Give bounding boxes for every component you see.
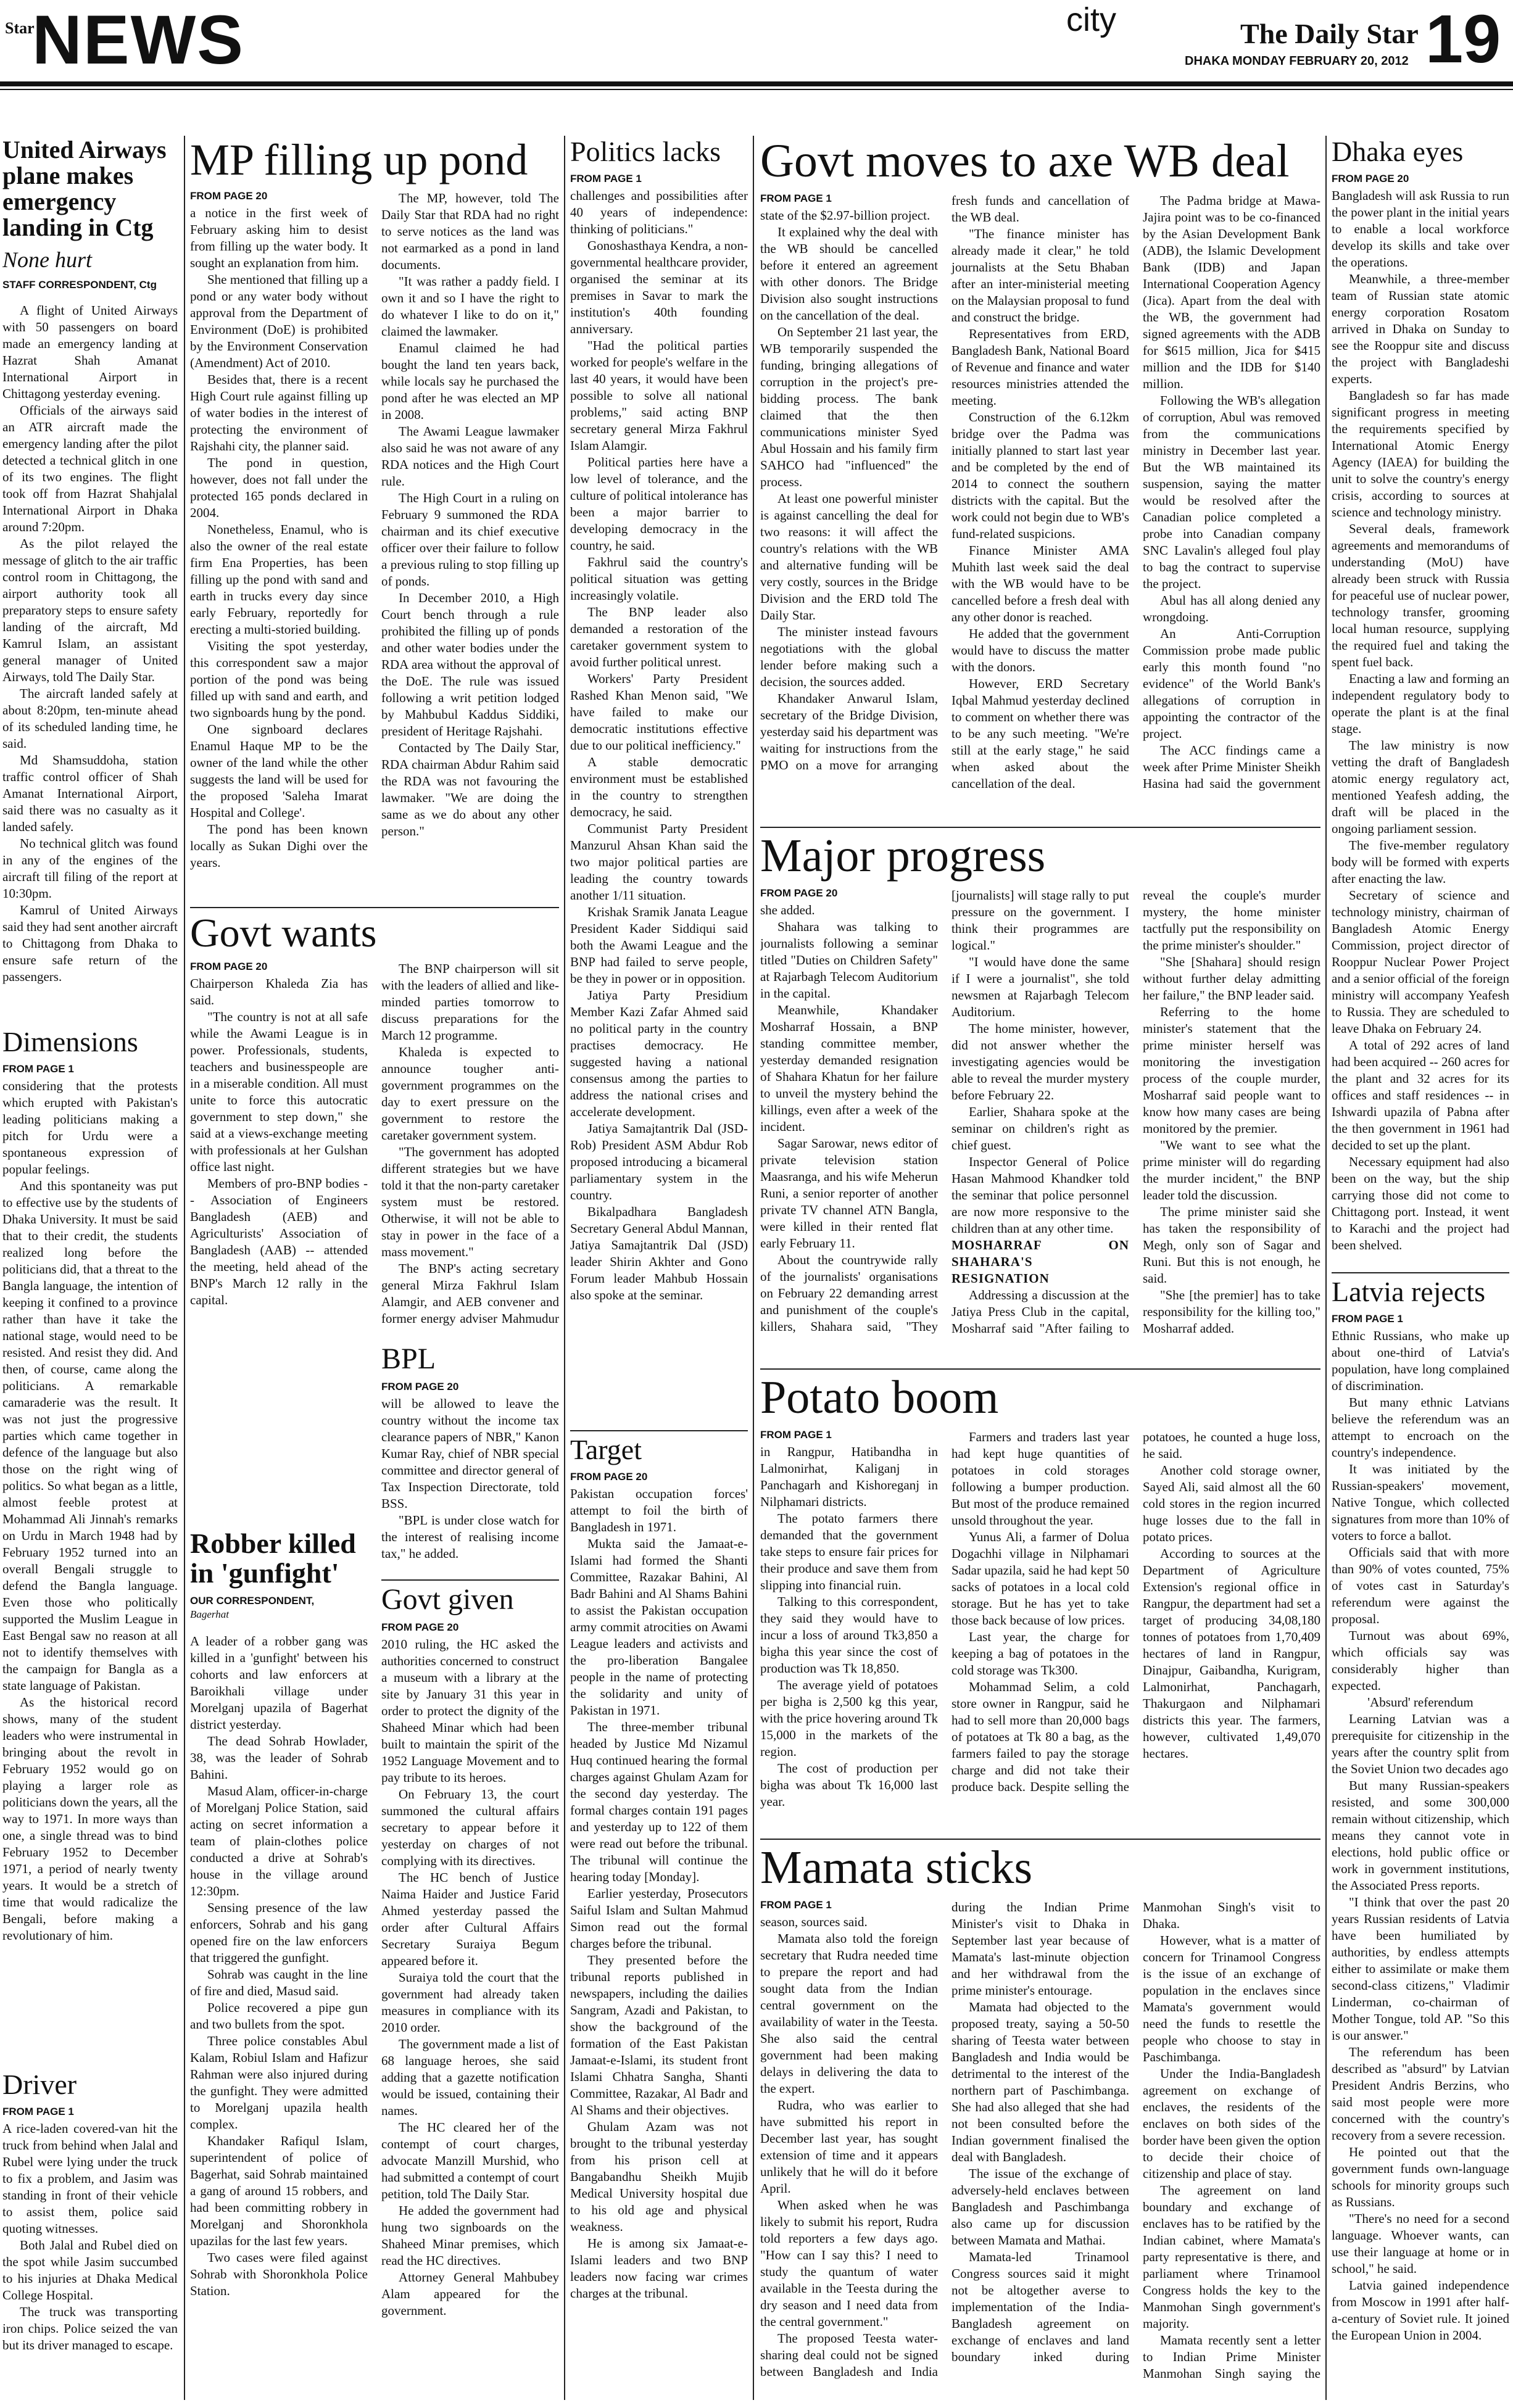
paragraph: The Awami League lawmaker also said he was not aware of any RDA notices and the High Court rule.: [381, 423, 559, 489]
paragraph: Chairperson Khaleda Zia has said.: [190, 976, 368, 1008]
paragraph: An Anti-Corruption Commission probe made public early this month found "no evidence" of the World Bank's allegations of corruption in appointing the contractor of the project.: [1143, 626, 1320, 741]
jump-line: FROM PAGE 20: [570, 1471, 648, 1483]
paragraph: The prime minister said she has taken the responsibility of Megh, only son of Sagar and Runi. But this is not enough, he said.: [1143, 1204, 1320, 1286]
paragraph: In December 2010, a High Court bench through a rule prohibited the filling up of ponds and other water bodies under the RDA area without the approval of the DoE. The rule was issued following a writ petition lodged by Mahbubul Kaddus Siddiki, president of Heritage Rajshahi.: [381, 590, 559, 739]
paragraph: "She [Shahara] should resign without further delay admitting her failure," the BNP leader said.: [1143, 954, 1320, 1003]
paragraph: No technical glitch was found in any of the engines of the aircraft till filing of the report at 10:30pm.: [2, 836, 178, 901]
paragraph: The truck was transporting iron chips. Police seized the van but its driver managed to escape.: [2, 2304, 178, 2353]
paragraph: The pond has been known locally as Sukan Dighi over the years.: [190, 821, 368, 870]
paragraph: A total of 292 acres of land had been acquired -- 260 acres for the plant and 32 acres for its offices and staff residences -- in Ishwardi upazila of Pabna after the then government in 1961 had decided to set up the plant.: [1332, 1038, 1509, 1153]
story-divider: [381, 1579, 559, 1581]
story-driver: [2, 2070, 178, 2403]
paragraph: Mamata had objected to the proposed treaty, saying a 50-50 sharing of Teesta water between Bangladesh and India would be detrimental to the interest of the northern part of Paschimbanga. She had also alleged that she had not been consulted before the Indian government finalised the deal with Bangladesh.: [951, 1999, 1129, 2164]
story-headline: Govt moves to axe WB deal: [760, 137, 1290, 187]
paragraph: Krishak Sramik Janata League President Kader Siddiqui said both the Awami League and the BNP had failed to serve people, be they in power or in opposition.: [570, 904, 748, 987]
jump-line: FROM PAGE 1: [760, 192, 832, 204]
paragraph: At least one powerful minister is against cancelling the deal for two reasons: it will affect the country's relations with the WB and alternative funding will be very costly, sources in the Bridge Division and the ERD told The Daily Star.: [760, 490, 938, 623]
paragraph: 2010 ruling, the HC asked the authorities concerned to construct a museum with a library at the site by January 31 this year in order to protect the dignity of the Shaheed Minar which had been built to maintain the spirit of the 1952 Language Movement and to pay tribute to its heroes.: [381, 1637, 559, 1785]
paragraph: Secretary of science and technology ministry, chairman of Bangladesh Atomic Energy Commission, project director of Rooppur Nuclear Power Project and a senior official of the foreign ministry will accompany Yeafesh to Russia. They are scheduled to leave Dhaka on February 24.: [1332, 888, 1509, 1036]
paragraph: On February 13, the court summoned the cultural affairs secretary to appear before it yesterday on charges of not complying with its directives.: [381, 1787, 559, 1869]
paragraph: The HC bench of Justice Naima Haider and Justice Farid Ahmed yesterday passed the order after Cultural Affairs Secretary Suraiya Begum appeared before it.: [381, 1870, 559, 1969]
paragraph: "BPL is under close watch for the interest of realising income tax," he added.: [381, 1513, 559, 1562]
paragraph: "The finance minister has already made it clear," he told journalists at the Setu Bhaban after an inter-ministerial meeting on the Malaysian proposal to fund and construct the bridge.: [951, 226, 1129, 325]
paragraph: "I would have done the same if I were a journalist", she told newsmen at Rajarbagh Telecom Auditorium.: [951, 954, 1129, 1019]
paragraph: On September 21 last year, the WB temporarily suspended the funding, bringing allegations of corruption in the project's pre-bidding process. The bank claimed that the then communications minister Syed Abul Hossain and his family firm SAHCO had "influenced" the process.: [760, 324, 938, 489]
story-headline: Target: [570, 1435, 642, 1465]
paragraph: It explained why the deal with the WB should be cancelled before it entered an agreement with other donors. The Bridge Division also sought instructions on the cancellation of the deal.: [760, 224, 938, 323]
jump-line: FROM PAGE 1: [2, 1063, 74, 1075]
paragraph: "Had the political parties worked for people's welfare in the last 40 years, it would have been possible to solve all national problems," said acting BNP secretary general Mirza Fakhrul Islam Alamgir.: [570, 338, 748, 453]
paragraph: But many Russian-speakers resisted, and some 300,000 remain without citizenship, which means they cannot vote in elections, hold public office or work in government institutions, the Associated Press reports.: [1332, 1778, 1509, 1893]
paragraph: Bikalpadhara Bangladesh Secretary General Abdul Mannan, Jatiya Samajtantrik Dal (JSD) leader Shirin Akhter and Gono Forum leader Mahbub Hossain also spoke at the seminar.: [570, 1204, 748, 1303]
paragraph: Visiting the spot yesterday, this correspondent saw a major portion of the pond was being filled up with sand and earth, and two signboards hung by the pond.: [190, 638, 368, 720]
paragraph: she added.: [760, 902, 815, 917]
story-headline: United Airways plane makes emergency landing in Ctg: [2, 137, 167, 241]
paragraph: According to sources at the Department of Agriculture Extension's regional office in Rangpur, the department had set a target of producing 34,08,180 tonnes of potatoes from 1,70,409 hectares of land in Rangpur, Dinajpur, Gaibandha, Kurigram, Lalmonirhat, Panchagarh, Thakurgaon and Nilphamari districts this year. The farmers, however, cultivated 1,49,070 hectares.: [1143, 1545, 1320, 1761]
paragraph: When asked when he was likely to submit his report, Rudra told reporters a few days ago. "How can I say this? I need to study the quantum of water available in the Teesta during the dry season and I need data from the central government.": [760, 2197, 938, 2329]
jump-line: FROM PAGE 20: [760, 887, 838, 899]
paragraph: Sohrab was caught in the line of fire and died, Masud said.: [190, 1966, 368, 1998]
newspaper-name: The Daily Star: [1240, 18, 1419, 49]
story-mamata-sticks: [760, 1843, 1320, 2402]
masthead: [0, 0, 1513, 79]
paragraph: Mukta said the Jamaat-e-Islami had formed the Shanti Committee, Razakar Bahini, Al Badr Bahini and Al Shams Bahini to assist the Pakistan occupation army commit atrocities on Awami League leaders and activists and the pro-liberation Bangalee people in the name of protecting the solidarity and unity of Pakistan in 1971.: [570, 1536, 748, 1718]
jump-line: FROM PAGE 20: [190, 189, 268, 202]
story-headline: Mamata sticks: [760, 1843, 1033, 1893]
paragraph: "We want to see what the prime minister will do regarding the murder incident," the BNP leader told the discussion.: [1143, 1137, 1320, 1202]
paragraph: He pointed out that the government funds own-language schools for minority groups such as Russians.: [1332, 2145, 1509, 2210]
paragraph: Two cases were filed against Sohrab with Shoronkhola Police Station.: [190, 2249, 368, 2298]
paragraph: The cost of production per bigha was about Tk 16,000 last year.: [760, 1760, 938, 1809]
paragraph: The proposed Teesta water-sharing deal could not be signed between Bangladesh and India during the Indian Prime Minister's visit to Dhaka in September last year because of Mamata's last-minute objection and her withdrawal from the prime minister's entourage.: [760, 1899, 1129, 2379]
paragraph: challenges and possibilities after 40 years of independence: thinking of politicians.": [570, 188, 748, 237]
paragraph: Latvia gained independence from Moscow in 1991 after half-a-century of Soviet rule. It joined the European Union in 2004.: [1332, 2278, 1509, 2343]
story-headline: Latvia rejects: [1332, 1277, 1486, 1307]
masthead-rule: [0, 81, 1513, 86]
paragraph: Addressing a discussion at the Jatiya Press Club in the capital, Mosharraf said "After failing to reveal the couple's murder mystery, the home minister tactfully put the responsibility on the prime minister's shoulder.": [951, 887, 1320, 1336]
paragraph: Inspector General of Police Hasan Mahmood Khandker told the seminar that police personnel are now more responsive to the children than at any other time.: [951, 1154, 1129, 1236]
paragraph: However, what is a matter of concern for Trinamool Congress is the issue of an exchange of population in the enclaves since Mamata's government would need the funds to resettle the people who choose to stay in Paschimbanga.: [1143, 1932, 1320, 2064]
paragraph: Suraiya told the court that the government had already taken measures in compliance with its 2010 order.: [381, 1970, 559, 2035]
paragraph: As the pilot relayed the message of glitch to the air traffic control room in Chittagong, the airport authority took all preparatory steps to ensure safety landing of the aircraft, Md Kamrul Islam, an assistant general manager of United Airways, told The Daily Star.: [2, 536, 178, 684]
story-headline: BPL: [381, 1344, 436, 1375]
paragraph: Another cold storage owner, Sayed Ali, said almost all the 60 cold stores in the region incurred huge losses due to the fall in potato prices.: [1143, 1462, 1320, 1544]
story-govt-wants: [190, 912, 559, 1356]
paragraph: Khaleda is expected to announce tougher anti-government programmes on the day to exert pressure on the government to restore the caretaker government system.: [381, 1045, 559, 1143]
paragraph: Turnout was about 69%, which officials say was considerably higher than expected.: [1332, 1628, 1509, 1694]
paragraph: Necessary equipment had also been on the way, but the ship carrying those did not come to Chittagong port. Instead, it went to Karachi and the project had been shelved.: [1332, 1154, 1509, 1253]
paragraph: considering that the protests which erupted with Pakistan's leading politicians making a pitch for Urdu were a spontaneous expression of popular feelings.: [2, 1078, 178, 1177]
paragraph: Earlier, Shahara spoke at the seminar on children's right as chief guest.: [951, 1104, 1129, 1152]
column-rule: [564, 136, 565, 2400]
jump-line: FROM PAGE 20: [381, 1381, 459, 1393]
story-divider: [190, 907, 559, 908]
column-rule: [1325, 136, 1327, 2400]
paragraph: Mamata also told the foreign secretary that Rudra needed time to prepare the report and had sought data from the Indian central government on the availability of water in the Teesta. She also said the central government had been making delays in delivering the data to the expert.: [760, 1930, 938, 2096]
story-divider: [760, 1368, 1320, 1370]
story-major-progress: [760, 832, 1320, 1362]
paragraph: Jatiya Samajtantrik Dal (JSD-Rob) President ASM Abdur Rob proposed introducing a bicameral parliamentary system in the country.: [570, 1121, 748, 1203]
paragraph: However, ERD Secretary Iqbal Mahmud yesterday declined to comment on whether there was to be any such meeting. "We're still at the early stage," he said when asked about the cancellation of the deal.: [951, 676, 1129, 791]
paragraph: One signboard declares Enamul Haque MP to be the owner of the land while the other suggests the land will be used for the proposed 'Saleha Imarat Hospital and College'.: [190, 721, 368, 820]
paragraph: Following the WB's allegation of corruption, Abul was removed from the communications ministry in December last year. But the WB maintained its suspension, saying the matter would be resolved after the Canadian police completed a probe into Canadian company SNC Lavalin's alleged foul play to bag the contract to supervise the project.: [1143, 392, 1320, 591]
paragraph: They presented before the tribunal reports published in newspapers, including the dailies Sangram, Azadi and Pakistan, to show the background of the formation of the East Pakistan Jamaat-e-Islami, its student front Islami Chhatra Sangha, Shanti Committee, Razakar, Al Badr and Al Shams and their objectives.: [570, 1953, 748, 2118]
paragraph: The High Court in a ruling on February 9 summoned the RDA chairman and its chief executive officer over their failure to follow a previous ruling to stop filling up of ponds.: [381, 490, 559, 589]
paragraph: The dead Sohrab Howlader, 38, was the leader of Sohrab Bahini.: [190, 1733, 368, 1782]
jump-line: FROM PAGE 20: [190, 961, 268, 973]
paragraph: The HC cleared her of the contempt of court charges, advocate Manzill Murshid, who had submitted a contempt of court petition, told The Daily Star.: [381, 2120, 559, 2202]
paragraph: Besides that, there is a recent High Court rule against filling up of water bodies in the interest of protecting the environment of Rajshahi city, the planner said.: [190, 371, 368, 453]
paragraph: in Rangpur, Hatibandha in Lalmonirhat, Kaliganj in Panchagarh and Kishoreganj in Nilphamari districts.: [760, 1444, 938, 1509]
paragraph: season, sources said.: [760, 1914, 868, 1929]
story-govt-given: [381, 1584, 559, 2402]
paragraph: The pond in question, however, does not fall under the protected 165 ponds declared in 2004.: [190, 455, 368, 520]
paragraph: It was initiated by the Russian-speakers' movement, Native Tongue, which collected signatures from more than 10% of voters to force a ballot.: [1332, 1462, 1509, 1544]
paragraph: Police recovered a pipe gun and two bullets from the spot.: [190, 2000, 368, 2032]
paragraph: The MP, however, told The Daily Star that RDA had no right to serve notices as the land was not earmarked as a pond in land documents.: [381, 190, 559, 272]
paragraph: Bangladesh so far has made significant progress in meeting the requirements specified by International Atomic Energy Agency (IAEA) for building the unit to solve the country's energy crisis, according to sources at science and technology ministry.: [1332, 388, 1509, 520]
paragraph: Farmers and traders last year had kept huge quantities of potatoes in cold storages following a bumper production. But most of the produce remained unsold throughout the year.: [951, 1429, 1129, 1528]
paragraph: Ethnic Russians, who make up about one-third of Latvia's population, have long complained of discrimination.: [1332, 1328, 1509, 1394]
paragraph: The referendum has been described as "absurd" by Latvian President Andris Berzins, who said most people were more concerned with the country's recovery from a severe recession.: [1332, 2045, 1509, 2143]
story-bpl: [381, 1344, 559, 1578]
paragraph: Learning Latvian was a prerequisite for citizenship in the years after the country split from the Soviet Union two decades ago: [1332, 1711, 1509, 1777]
paragraph: Yunus Ali, a farmer of Dolua Dogachhi village in Nilphamari Sadar upazila, said he had kept 50 sacks of potatoes in a local cold storage. But he has yet to take those back because of low prices.: [951, 1529, 1129, 1628]
paragraph: Khandaker Rafiqul Islam, superintendent of police of Bagerhat, said Sohrab maintained a gang of around 15 robbers, and had been committing robbery in Morelganj and Shoronkhola upazilas for the last few years.: [190, 2133, 368, 2248]
paragraph: Finance Minister AMA Muhith last week said the deal with the WB would have to be cancelled before a fresh deal with any other donor is reached.: [951, 542, 1129, 624]
story-divider: [1332, 1272, 1509, 1273]
paragraph: Pakistan occupation forces' attempt to foil the birth of Bangladesh in 1971.: [570, 1486, 748, 1535]
paragraph: He is among six Jamaat-e-Islami leaders and two BNP leaders now facing war crimes charges at the tribunal.: [570, 2236, 748, 2301]
story-headline: Govt wants: [190, 912, 377, 956]
paragraph: Political parties here have a low level of tolerance, and the culture of political intolerance has been a major barrier to developing democracy in the country, he said.: [570, 455, 748, 553]
paragraph: Fakhrul said the country's political situation was getting increasingly volatile.: [570, 555, 748, 603]
paragraph: The minister instead favours negotiations with the global lender before making such a decision, the sources added.: [760, 624, 938, 689]
story-headline: Major progress: [760, 832, 1046, 882]
masthead-rule-thin: [0, 89, 1513, 90]
jump-line: FROM PAGE 1: [1332, 1313, 1403, 1325]
paragraph: Last year, the charge for keeping a bag of potatoes in the cold storage was Tk300.: [951, 1629, 1129, 1678]
paragraph: Enamul claimed he had bought the land ten years back, while locals say he purchased the pond after he was elected an MP in 2008.: [381, 340, 559, 422]
story-potato-boom: [760, 1373, 1320, 1833]
paragraph: As the historical record shows, many of the student leaders who were instrumental in bringing about the revolt in February 1952 would go on playing a larger role as politicians down the years, all the way to 1971. In more ways than one, a single thread was to bind February 1952 to December 1971, a period of nearly twenty years. It would be a stretch of time that would radicalize the Bengali, before making a revolutionary of him.: [2, 1695, 178, 1943]
paragraph: He added the government had hung two signboards on the Shaheed Minar premises, which read the HC directives.: [381, 2203, 559, 2269]
paragraph: Shahara was talking to journalists following a seminar titled "Duties on Children Safety" at Rajarbagh Telecom Auditorium in the capital.: [760, 919, 938, 1001]
paragraph: Mamata-led Trinamool Congress sources said it might not be altogether averse to implementation of the India-Bangladesh agreement on exchange of enclaves and land boundary inked during Manmohan Singh's visit to Dhaka.: [951, 1899, 1320, 2364]
paragraph: Communist Party President Manzurul Ahsan Khan said the two major political parties are leading the country towards another 1/11 situation.: [570, 821, 748, 903]
paragraph: The law ministry is now vetting the draft of Bangladesh atomic energy regulatory act, mentioned Yeafesh adding, the draft will be placed in the ongoing parliament session.: [1332, 738, 1509, 837]
paragraph: Meanwhile, Khandaker Mosharraf Hossain, a BNP standing committee member, yesterday demanded resignation of Shahara Khatun for her failure to unveil the mystery behind the killings, even after a week of the incident.: [760, 1002, 938, 1134]
story-headline: MP filling up pond: [190, 137, 528, 184]
paragraph: A flight of United Airways with 50 passengers on board made an emergency landing at Hazrat Shah Amanat International Airport in Chittagong yesterday evening.: [2, 303, 178, 401]
paragraph: The average yield of potatoes per bigha is 2,500 kg this year, with the price hovering around Tk 15,000 in the markets of the region.: [760, 1677, 938, 1759]
jump-line: FROM PAGE 20: [1332, 173, 1409, 185]
paragraph: "I think that over the past 20 years Russian residents of Latvia have been humiliated by authorities, by endless attempts either to assimilate or make them second-class citizens," Vladimir Linderman, co-chairman of Mother Tongue, told AP. "So this is our answer.": [1332, 1895, 1509, 2043]
story-byline: STAFF CORRESPONDENT, Ctg: [2, 279, 157, 291]
paragraph: Meanwhile, a three-member team of Russian state atomic energy corporation Rosatom arrived in Dhaka on Sunday to see the Rooppur site and discuss the project with Bangladeshi experts.: [1332, 271, 1509, 387]
story-headline: Dhaka eyes: [1332, 137, 1464, 167]
paragraph: Gonoshasthaya Kendra, a non-governmental healthcare provider, organised the seminar at its premises in Savar to mark the institution's 40th founding anniversary.: [570, 238, 748, 337]
paragraph: "There's no need for a second language. Whoever wants, can use their language at home or in school," he said.: [1332, 2211, 1509, 2277]
jump-line: FROM PAGE 1: [760, 1898, 832, 1911]
paragraph: The government made a list of 68 language heroes, she said adding that a gazette notification would be issued, containing their names.: [381, 2037, 559, 2119]
paragraph: The potato farmers there demanded that the government take steps to ensure fair prices for their produce and save them from slipping into financial ruin.: [760, 1510, 938, 1592]
subhead: 'Absurd' referendum: [1367, 1695, 1474, 1710]
story-headline: Driver: [2, 2070, 77, 2100]
column-rule: [753, 136, 754, 2400]
paragraph: Members of pro-BNP bodies -- Association of Engineers Bangladesh (AEB) and Agriculturists' Association of Bangladesh (AAB) -- attended the meeting, held ahead of the BNP's March 12 rally in the capital.: [190, 1176, 368, 1308]
paragraph: The ACC findings came a week after Prime Minister Sheikh Hasina had said the government: [1143, 742, 1320, 791]
story-politics-lacks: [570, 137, 748, 1433]
paragraph: Under the India-Bangladesh agreement on exchange of enclaves, the residents of the enclaves on both sides of the border have been given the option to decide their choice of citizenship and place of stay.: [1143, 2066, 1320, 2181]
paragraph: About the countrywide rally of the journalists' organisations on February 22 demanding arrest and punishment of the couple's killers, Shahara said, "They [journalists] will stage rally to put pressure on the government. I think their programmes are logical.": [760, 887, 1129, 1334]
paragraph: Enacting a law and forming an independent regulatory body to operate the plant is at the final stage.: [1332, 671, 1509, 737]
paragraph: "It was rather a paddy field. I own it and so I have the right to do whatever I like to do on it," claimed the lawmaker.: [381, 273, 559, 339]
story-plane-landing: [2, 137, 178, 1035]
paragraph: Both Jalal and Rubel died on the spot while Jasim succumbed to his injuries at Dhaka Medical College Hospital.: [2, 2238, 178, 2303]
story-latvia-rejects: [1332, 1277, 1509, 2403]
paragraph: The home minister, however, did not answer whether the investigating agencies would be able to reveal the murder mystery before February 22.: [951, 1020, 1129, 1103]
paragraph: Abul has all along denied any wrongdoing.: [1143, 592, 1320, 624]
paragraph: A rice-laden covered-van hit the truck from behind when Jalal and Rubel were lying under the truck to fix a problem, and Jasim was standing in front of their vehicle to assist them, police said quoting witnesses.: [2, 2121, 178, 2236]
jump-line: FROM PAGE 1: [2, 2106, 74, 2118]
paragraph: Attorney General Mahbubey Alam appeared for the government.: [381, 2270, 559, 2319]
story-headline: Robber killed in 'gunfight': [190, 1529, 356, 1589]
story-dimensions: [2, 1027, 178, 2058]
paragraph: The issue of the exchange of adversely-held enclaves between Bangladesh and Paschimbanga also came up for discussion between Mamata and Mathai.: [951, 2166, 1129, 2248]
paragraph: Referring to the home minister's statement that the prime minister herself was monitoring the investigation process of the couple murder, Mosharraf said people want to know how many cases are being monitored by the premier.: [1143, 1004, 1320, 1136]
paragraph: Bangladesh will ask Russia to run the power plant in the initial years to enable a local workforce develop its skills and take over the operations.: [1332, 188, 1509, 270]
jump-line: FROM PAGE 20: [381, 1621, 459, 1634]
paragraph: He added that the government would have to discuss the matter with the donors.: [951, 626, 1129, 674]
paragraph: The Padma bridge at Mawa-Jajira point was to be co-financed by the Asian Development Bank (ADB), the Islamic Development Bank (IDB) and Japan International Cooperation Agency (Jica). Apart from the deal with the WB, the government had signed agreements with the ADB for $615 million, Jica for $415 million and the IDB for $140 million.: [1143, 192, 1320, 391]
story-mp-pond: [190, 137, 559, 905]
paragraph: And this spontaneity was put to effective use by the students of Dhaka University. It must be said that to their credit, the students realized long before the politicians did, that a threat to the Bangla language, the intention of keeping it confined to a province rather than have it take the national stage, would need to be resisted. And resist they did. And then, of course, came along the politicians. A remarkable camaraderie was the result. It was not just the progressive parties which came together in defence of the language but also those on the right wing of politics. So what began as a little, almost feeble protest at Mohammad Ali Jinnah's remarks on Urdu in March 1948 had by February 1952 turned into an overall Bengali struggle to defend the Bangla language. Even those who politically supported the Muslim League in East Bengal saw no reason at all not to identify themselves with the campaign for Bangla as a state language of Pakistan.: [2, 1178, 178, 1694]
paragraph: The three-member tribunal headed by Justice Md Nizamul Huq continued hearing the formal charges against Ghulam Azam for the second day yesterday. The formal charges contain 191 pages and yesterday up to 122 of them were read out before the tribunal. The tribunal will continue the hearing today [Monday].: [570, 1719, 748, 1885]
paragraph: Officials said that with more than 90% of votes counted, 75% of votes cast in Saturday's referendum were against the proposal.: [1332, 1545, 1509, 1627]
paragraph: The aircraft landed safely at about 8:20pm, ten-minute ahead of its scheduled landing time, he said.: [2, 686, 178, 751]
paragraph: "The government has adopted different strategies but we have told it that the non-party caretaker system must be restored. Otherwise, it will not be able to stay in power in the face of a mass movement.": [381, 1144, 559, 1260]
story-divider: [760, 1839, 1320, 1840]
story-target: [570, 1435, 748, 2404]
paragraph: The BNP chairperson will sit with the leaders of allied and like-minded parties tomorrow to discuss preparations for the March 12 programme.: [381, 961, 559, 1043]
jump-line: FROM PAGE 1: [570, 173, 642, 185]
paragraph: will be allowed to leave the country without the income tax clearance papers of NBR," Kanon Kumar Ray, chief of NBR special committee and director general of Tax Inspection Directorate, told BSS.: [381, 1396, 559, 1512]
paragraph: state of the $2.97-billion project.: [760, 207, 931, 223]
paragraph: Sensing presence of the law enforcers, Sohrab and his gang opened fire on the law enforcers that triggered the gunfight.: [190, 1900, 368, 1965]
story-kicker: None hurt: [2, 247, 93, 272]
paragraph: Mamata recently sent a letter to Indian Prime Minister Manmohan Singh saying the: [1143, 2332, 1320, 2381]
paragraph: Khandaker Anwarul Islam, secretary of the Bridge Division, yesterday said his department was waiting for instructions from the PMO on a move for arranging fresh funds and cancellation of the WB deal.: [760, 192, 1129, 772]
paragraph: A leader of a robber gang was killed in a 'gunfight' between his cohorts and law enforcers at Baroikhali village under Morelganj upazila of Bagerhat district yesterday.: [190, 1633, 368, 1732]
story-wb-deal: [760, 137, 1320, 822]
paragraph: Kamrul of United Airways said they had sent another aircraft to Chittagong from Dhaka to ensure safe return of the passengers.: [2, 903, 178, 984]
paragraph: Contacted by The Daily Star, RDA chairman Abdur Rahim said the RDA was not favouring the lawmaker. "We are doing the same as we do about any other person.": [381, 740, 559, 838]
paragraph: Talking to this correspondent, they said they would have to incur a loss of around Tk3,850 a bigha this year since the cost of production was Tk 18,850.: [760, 1594, 938, 1676]
paragraph: Rudra, who was earlier to have submitted his report in December last year, has sought extension of time and it appears unlikely that he will do it before April.: [760, 2097, 938, 2196]
paragraph: Sagar Sarowar, news editor of private television station Maasranga, and his wife Meherun Runi, a senior reporter of another private TV channel ATN Bangla, were killed in their rented flat early February 11.: [760, 1135, 938, 1251]
paragraph: The BNP leader also demanded a restoration of the caretaker government system to avoid further political unrest.: [570, 605, 748, 670]
story-headline: Dimensions: [2, 1027, 138, 1057]
paragraph: Nonetheless, Enamul, who is also the owner of the real estate firm Ena Properties, has been filling up the pond with sand and earth in trucks every day since early February, reportedly for erecting a multi-storied building.: [190, 521, 368, 637]
section-name: city: [1066, 1, 1116, 38]
paragraph: Workers' Party President Rashed Khan Menon said, "We have failed to make our democratic institutions effective due to our political inefficiency.": [570, 671, 748, 753]
story-robber-killed: [190, 1529, 368, 2402]
story-byline-place: Bagerhat: [190, 1608, 229, 1620]
paragraph: The five-member regulatory body will be formed with experts after enacting the law.: [1332, 838, 1509, 887]
paragraph: a notice in the first week of February asking him to desist from filling up the water body. It sought an explanation from him.: [190, 205, 368, 270]
issue-date: DHAKA MONDAY FEBRUARY 20, 2012: [1185, 54, 1409, 68]
paragraph: Jatiya Party Presidium Member Kazi Zafar Ahmed said no political party in the country practises democracy. He suggested having a national consensus among the parties to address the national crises and accelerate development.: [570, 988, 748, 1120]
paragraph: Representatives from ERD, Bangladesh Bank, National Board of Revenue and finance and water resources ministries attended the meeting.: [951, 326, 1129, 408]
paragraph: Md Shamsuddoha, station traffic control officer of Shah Amanat International Airport, said there was no casualty as it landed safely.: [2, 753, 178, 834]
paragraph: Mohammad Selim, a cold store owner in Rangpur, said he had to sell more than 20,000 bags of potatoes at Tk 80 a bag, as the farmers failed to pay the storage charge and did not take their produce back. Despite selling the potatoes, he counted a huge loss, he said.: [951, 1429, 1320, 1794]
paragraph: "The country is not at all safe while the Awami League is in power. Professionals, students, teachers and businesspeople are in a miserable condition. All must unite to force this autocratic government to step down," she said at a views-exchange meeting with professionals at her Gulshan office last night.: [190, 1009, 368, 1175]
story-byline: OUR CORRESPONDENT,: [190, 1594, 315, 1607]
section-title: NEWS: [32, 1, 244, 78]
subhead: MOSHARRAF ON SHAHARA'S RESIGNATION: [951, 1237, 1129, 1286]
paragraph: The BNP's acting secretary general Mirza Fakhrul Islam Alamgir, and AEB convener and former energy adviser Mahmudur: [381, 1261, 559, 1326]
story-divider: [570, 1430, 748, 1431]
paragraph: Ghulam Azam was not brought to the tribunal yesterday from his prison cell at Bangabandhu Sheikh Mujib Medical University hospital due to his old age and physical weakness.: [570, 2119, 748, 2235]
paragraph: Earlier yesterday, Prosecutors Saiful Islam and Sultan Mahmud Simon read out the formal charges before the tribunal.: [570, 1886, 748, 1951]
paragraph: "She [the premier] has to take responsibility for the killing too," Mosharraf added.: [1143, 1287, 1320, 1336]
paragraph: Officials of the airways said an ATR aircraft made the emergency landing after the pilot detected a technical glitch in one of its two engines. The flight took off from Hazrat Shahjalal International Airport in Dhaka around 7:20pm.: [2, 403, 178, 534]
paragraph: The agreement on land boundary and exchange of enclaves has to be ratified by the Indian cabinet, where Mamata's party representative is there, and parliament where Trinamool Congress holds the key to the Manmohan Singh government's majority.: [1143, 2182, 1320, 2331]
story-divider: [760, 827, 1320, 828]
paragraph: Construction of the 6.12km bridge over the Padma was initially planned to start last year and be completed by the end of 2014 to connect the southern districts with the capital. But the work could not begin due to WB's fund-related suspicions.: [951, 409, 1129, 541]
paragraph: But many ethnic Latvians believe the referendum was an attempt to encroach on the country's independence.: [1332, 1395, 1509, 1460]
paragraph: She mentioned that filling up a pond or any water body without approval from the Department of Environment (DoE) is prohibited by the Environment Conservation (Amendment) Act of 2010.: [190, 271, 368, 370]
jump-line: FROM PAGE 1: [760, 1428, 832, 1441]
paragraph: Several deals, framework agreements and memorandums of understanding (MoU) have already been struck with Russia for peaceful use of nuclear power, technology transfer, grooming local human resource, supplying the required fuel and taking the spent fuel back.: [1332, 521, 1509, 670]
paragraph: Masud Alam, officer-in-charge of Morelganj Police Station, said acting on secret information a team of plain-clothes police conducted a drive at Sohrab's house in the village around 12:30pm.: [190, 1783, 368, 1898]
star-logo: Star: [5, 19, 35, 37]
story-headline: Govt given: [381, 1584, 514, 1616]
story-headline: Potato boom: [760, 1373, 999, 1423]
story-headline: Politics lacks: [570, 137, 721, 167]
paragraph: Three police constables Abul Kalam, Robiul Islam and Hafizur Rahman were also injured during the gunfight. They were admitted to Morelganj upazila health complex.: [190, 2033, 368, 2132]
page-number: 19: [1425, 1, 1501, 77]
column-rule: [184, 136, 185, 2400]
paragraph: A stable democratic environment must be established in the country to strengthen democracy, he said.: [570, 755, 748, 820]
story-dhaka-eyes: [1332, 137, 1509, 1278]
